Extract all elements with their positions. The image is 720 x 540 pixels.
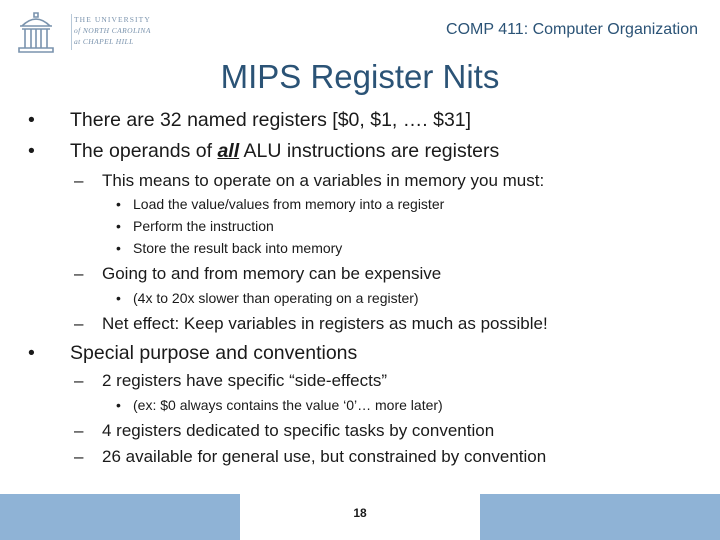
page-number: 18 <box>353 506 367 520</box>
item-marker: • <box>116 196 121 212</box>
bullet-text: There are 32 named registers [$0, $1, …. $31] <box>70 109 472 131</box>
item-marker: • <box>116 397 121 413</box>
bullet-marker: • <box>28 109 35 131</box>
course-title: COMP 411: Computer Organization <box>446 21 698 38</box>
item-text: Store the result back into memory <box>133 240 343 256</box>
logo-wordmark <box>74 14 184 47</box>
slide-title: MIPS Register Nits <box>220 58 500 95</box>
sub-bullet-marker: – <box>74 421 84 440</box>
sub-bullet-marker: – <box>74 447 84 466</box>
item-text: (ex: $0 always contains the value ‘0’… more later) <box>133 397 443 413</box>
sub-bullet-marker: – <box>74 314 84 333</box>
bullet-text <box>70 140 499 163</box>
footer-bar <box>0 494 720 540</box>
bullet-marker: • <box>28 140 35 162</box>
bullet-text: Special purpose and conventions <box>70 342 358 364</box>
item-text: (4x to 20x slower than operating on a register) <box>133 290 419 306</box>
old-well-icon <box>12 8 60 56</box>
logo-line-2: of NORTH CAROLINA <box>74 26 151 35</box>
sub-bullet-text: 2 registers have specific “side-effects” <box>102 371 388 390</box>
item-text: Perform the instruction <box>133 218 274 234</box>
emphasis-text: all <box>217 140 240 162</box>
sub-bullet-marker: – <box>74 264 84 283</box>
item-marker: • <box>116 240 121 256</box>
bullet-text-part: ALU instructions are registers <box>239 140 500 162</box>
sub-bullet-text: Going to and from memory can be expensive <box>102 264 442 283</box>
sub-bullet-text: This means to operate on a variables in memory you must: <box>102 171 545 190</box>
item-text: Load the value/values from memory into a register <box>133 196 445 212</box>
sub-bullet-marker: – <box>74 171 84 190</box>
logo-line-1: THE UNIVERSITY <box>74 15 151 24</box>
bullet-text-part: The operands of <box>70 140 218 162</box>
bullet-marker: • <box>28 342 35 364</box>
item-marker: • <box>116 290 121 306</box>
sub-bullet-marker: – <box>74 371 84 390</box>
unc-logo <box>12 8 182 56</box>
sub-bullet-text: 4 registers dedicated to specific tasks by convention <box>102 421 495 440</box>
page-number-box <box>240 494 480 540</box>
logo-line-3: at CHAPEL HILL <box>74 37 134 46</box>
sub-bullet-text: Net effect: Keep variables in registers as much as possible! <box>102 314 548 333</box>
logo-divider <box>71 14 72 50</box>
sub-bullet-text: 26 available for general use, but constrained by convention <box>102 447 547 466</box>
item-marker: • <box>116 218 121 234</box>
